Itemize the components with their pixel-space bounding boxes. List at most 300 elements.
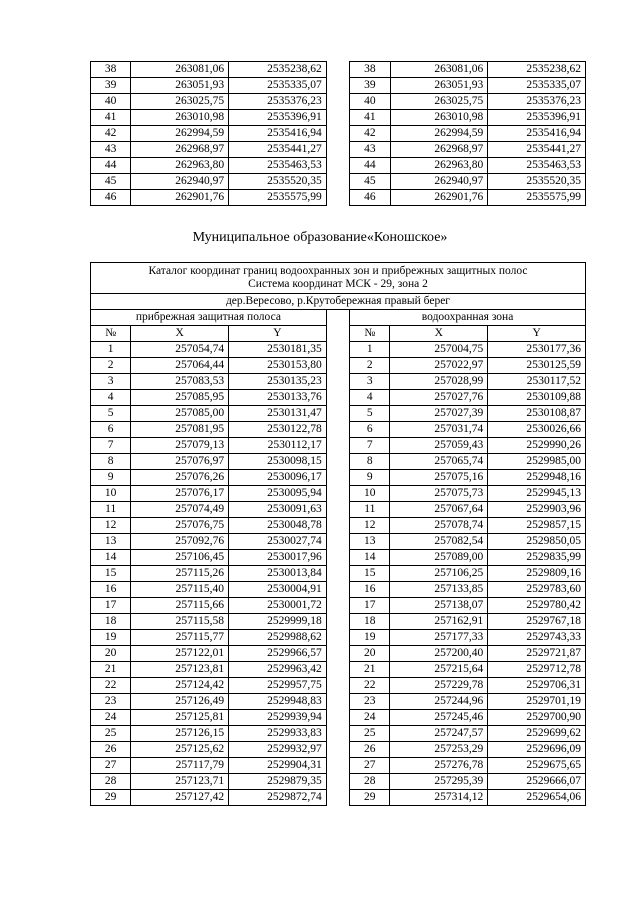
right-x-coordinate: 257106,25 <box>390 566 488 582</box>
right-point-number: 24 <box>350 710 390 726</box>
left-point-number: 19 <box>91 630 131 646</box>
left-y-coordinate: 2529872,74 <box>229 790 327 806</box>
table-row <box>91 486 586 502</box>
location-row <box>91 294 586 310</box>
left-x-coordinate: 257123,71 <box>131 774 229 790</box>
left-point-number: 16 <box>91 582 131 598</box>
column-gap <box>326 758 349 774</box>
column-gap <box>326 190 349 206</box>
right-x-coordinate: 257067,64 <box>390 502 488 518</box>
right-y-coordinate: 2529696,09 <box>488 742 586 758</box>
right-point-number: 7 <box>350 438 390 454</box>
x-coordinate: 262940,97 <box>390 174 488 190</box>
y-coordinate: 2535463,53 <box>488 158 586 174</box>
right-col-num-header: № <box>350 326 390 342</box>
column-gap <box>326 630 349 646</box>
left-y-coordinate: 2529988,62 <box>229 630 327 646</box>
left-y-coordinate: 2529963,42 <box>229 662 327 678</box>
right-x-coordinate: 257247,57 <box>390 726 488 742</box>
left-point-number: 24 <box>91 710 131 726</box>
table-row <box>91 78 586 94</box>
right-point-number: 6 <box>350 422 390 438</box>
point-number: 43 <box>350 142 390 158</box>
right-point-number: 12 <box>350 518 390 534</box>
left-point-number: 8 <box>91 454 131 470</box>
column-gap <box>326 646 349 662</box>
column-gap <box>326 518 349 534</box>
left-point-number: 21 <box>91 662 131 678</box>
y-coordinate: 2535575,99 <box>488 190 586 206</box>
table-row <box>91 454 586 470</box>
right-point-number: 19 <box>350 630 390 646</box>
column-gap <box>326 470 349 486</box>
column-gap <box>326 326 349 342</box>
right-point-number: 8 <box>350 454 390 470</box>
left-y-coordinate: 2530017,96 <box>229 550 327 566</box>
left-y-coordinate: 2530091,63 <box>229 502 327 518</box>
right-y-coordinate: 2529701,19 <box>488 694 586 710</box>
left-y-coordinate: 2530095,94 <box>229 486 327 502</box>
section-titles-row <box>91 310 586 326</box>
left-point-number: 22 <box>91 678 131 694</box>
column-gap <box>326 454 349 470</box>
table-row <box>91 518 586 534</box>
left-y-coordinate: 2530048,78 <box>229 518 327 534</box>
left-x-coordinate: 257117,79 <box>131 758 229 774</box>
right-x-coordinate: 257065,74 <box>390 454 488 470</box>
left-y-coordinate: 2529932,97 <box>229 742 327 758</box>
x-coordinate: 263010,98 <box>131 110 229 126</box>
right-point-number: 2 <box>350 358 390 374</box>
right-x-coordinate: 257059,43 <box>390 438 488 454</box>
left-point-number: 20 <box>91 646 131 662</box>
right-x-coordinate: 257089,00 <box>390 550 488 566</box>
left-x-coordinate: 257076,75 <box>131 518 229 534</box>
left-y-coordinate: 2530001,72 <box>229 598 327 614</box>
left-point-number: 9 <box>91 470 131 486</box>
left-x-coordinate: 257106,45 <box>131 550 229 566</box>
left-x-coordinate: 257115,58 <box>131 614 229 630</box>
left-point-number: 2 <box>91 358 131 374</box>
point-number: 38 <box>350 62 390 78</box>
left-x-coordinate: 257076,26 <box>131 470 229 486</box>
y-coordinate: 2535416,94 <box>229 126 327 142</box>
right-point-number: 5 <box>350 406 390 422</box>
left-y-coordinate: 2529879,35 <box>229 774 327 790</box>
right-point-number: 1 <box>350 342 390 358</box>
table-row <box>91 62 586 78</box>
y-coordinate: 2535376,23 <box>488 94 586 110</box>
right-y-coordinate: 2529835,99 <box>488 550 586 566</box>
right-point-number: 26 <box>350 742 390 758</box>
table-row <box>91 630 586 646</box>
table-row <box>91 662 586 678</box>
table-row <box>91 614 586 630</box>
right-y-coordinate: 2529767,18 <box>488 614 586 630</box>
column-gap <box>326 774 349 790</box>
x-coordinate: 262963,80 <box>131 158 229 174</box>
x-coordinate: 262994,59 <box>390 126 488 142</box>
right-point-number: 18 <box>350 614 390 630</box>
point-number: 42 <box>91 126 131 142</box>
left-x-coordinate: 257115,66 <box>131 598 229 614</box>
x-coordinate: 263081,06 <box>390 62 488 78</box>
table-row <box>91 110 586 126</box>
x-coordinate: 262968,97 <box>390 142 488 158</box>
point-number: 45 <box>350 174 390 190</box>
x-coordinate: 263025,75 <box>131 94 229 110</box>
right-x-coordinate: 257295,39 <box>390 774 488 790</box>
right-y-coordinate: 2529780,42 <box>488 598 586 614</box>
column-gap <box>326 582 349 598</box>
table-row <box>91 646 586 662</box>
left-y-coordinate: 2530096,17 <box>229 470 327 486</box>
point-number: 42 <box>350 126 390 142</box>
y-coordinate: 2535238,62 <box>229 62 327 78</box>
left-y-coordinate: 2530135,23 <box>229 374 327 390</box>
right-x-coordinate: 257215,64 <box>390 662 488 678</box>
left-x-coordinate: 257054,74 <box>131 342 229 358</box>
point-number: 40 <box>91 94 131 110</box>
column-gap <box>326 422 349 438</box>
left-y-coordinate: 2529939,94 <box>229 710 327 726</box>
right-y-coordinate: 2529945,13 <box>488 486 586 502</box>
right-point-number: 25 <box>350 726 390 742</box>
left-x-coordinate: 257125,81 <box>131 710 229 726</box>
right-x-coordinate: 257027,39 <box>390 406 488 422</box>
right-col-x-header: X <box>390 326 488 342</box>
right-y-coordinate: 2529699,62 <box>488 726 586 742</box>
right-x-coordinate: 257133,85 <box>390 582 488 598</box>
left-y-coordinate: 2529999,18 <box>229 614 327 630</box>
right-y-coordinate: 2529985,00 <box>488 454 586 470</box>
y-coordinate: 2535520,35 <box>229 174 327 190</box>
table-row <box>91 534 586 550</box>
left-y-coordinate: 2530027,74 <box>229 534 327 550</box>
left-x-coordinate: 257123,81 <box>131 662 229 678</box>
left-point-number: 1 <box>91 342 131 358</box>
table-row <box>91 710 586 726</box>
column-gap <box>326 126 349 142</box>
right-x-coordinate: 257138,07 <box>390 598 488 614</box>
left-y-coordinate: 2529966,57 <box>229 646 327 662</box>
right-y-coordinate: 2529783,60 <box>488 582 586 598</box>
left-x-coordinate: 257115,77 <box>131 630 229 646</box>
left-point-number: 10 <box>91 486 131 502</box>
left-x-coordinate: 257125,62 <box>131 742 229 758</box>
y-coordinate: 2535335,07 <box>488 78 586 94</box>
table-row <box>91 550 586 566</box>
catalog-title-cell <box>91 263 586 294</box>
left-y-coordinate: 2529904,31 <box>229 758 327 774</box>
right-x-coordinate: 257200,40 <box>390 646 488 662</box>
left-col-num-header: № <box>91 326 131 342</box>
left-point-number: 29 <box>91 790 131 806</box>
right-point-number: 9 <box>350 470 390 486</box>
left-point-number: 25 <box>91 726 131 742</box>
table-row <box>91 758 586 774</box>
catalog-table <box>90 262 586 806</box>
right-y-coordinate: 2529706,31 <box>488 678 586 694</box>
column-gap <box>326 438 349 454</box>
point-number: 40 <box>350 94 390 110</box>
right-x-coordinate: 257031,74 <box>390 422 488 438</box>
point-number: 44 <box>350 158 390 174</box>
y-coordinate: 2535238,62 <box>488 62 586 78</box>
point-number: 44 <box>91 158 131 174</box>
table-row <box>91 790 586 806</box>
y-coordinate: 2535520,35 <box>488 174 586 190</box>
point-number: 41 <box>91 110 131 126</box>
left-x-coordinate: 257085,00 <box>131 406 229 422</box>
right-y-coordinate: 2529700,90 <box>488 710 586 726</box>
left-x-coordinate: 257076,97 <box>131 454 229 470</box>
x-coordinate: 263025,75 <box>390 94 488 110</box>
left-x-coordinate: 257083,53 <box>131 374 229 390</box>
right-x-coordinate: 257276,78 <box>390 758 488 774</box>
x-coordinate: 262901,76 <box>390 190 488 206</box>
left-y-coordinate: 2530131,47 <box>229 406 327 422</box>
right-y-coordinate: 2529948,16 <box>488 470 586 486</box>
y-coordinate: 2535441,27 <box>229 142 327 158</box>
left-x-coordinate: 257085,95 <box>131 390 229 406</box>
left-col-y-header: Y <box>229 326 327 342</box>
table-row <box>91 470 586 486</box>
column-gap <box>326 374 349 390</box>
column-gap <box>326 790 349 806</box>
column-gap <box>326 742 349 758</box>
table-row <box>91 94 586 110</box>
right-x-coordinate: 257022,97 <box>390 358 488 374</box>
left-section-title: прибрежная защитная полоса <box>91 310 327 326</box>
column-gap <box>326 566 349 582</box>
point-number: 45 <box>91 174 131 190</box>
left-x-coordinate: 257092,76 <box>131 534 229 550</box>
table-row <box>91 142 586 158</box>
left-x-coordinate: 257126,49 <box>131 694 229 710</box>
location-label: дер.Вересово, р.Крутобережная правый берег <box>91 294 586 310</box>
left-x-coordinate: 257079,13 <box>131 438 229 454</box>
right-y-coordinate: 2530117,52 <box>488 374 586 390</box>
column-gap <box>326 550 349 566</box>
column-gap <box>326 110 349 126</box>
left-point-number: 11 <box>91 502 131 518</box>
column-gap <box>326 358 349 374</box>
right-x-coordinate: 257253,29 <box>390 742 488 758</box>
table-row <box>91 174 586 190</box>
left-y-coordinate: 2529957,75 <box>229 678 327 694</box>
column-gap <box>326 390 349 406</box>
left-point-number: 13 <box>91 534 131 550</box>
left-point-number: 4 <box>91 390 131 406</box>
right-y-coordinate: 2529666,07 <box>488 774 586 790</box>
x-coordinate: 262968,97 <box>131 142 229 158</box>
left-x-coordinate: 257115,40 <box>131 582 229 598</box>
right-x-coordinate: 257082,54 <box>390 534 488 550</box>
left-point-number: 18 <box>91 614 131 630</box>
y-coordinate: 2535575,99 <box>229 190 327 206</box>
right-x-coordinate: 257314,12 <box>390 790 488 806</box>
point-number: 39 <box>350 78 390 94</box>
left-point-number: 3 <box>91 374 131 390</box>
column-gap <box>326 694 349 710</box>
y-coordinate: 2535463,53 <box>229 158 327 174</box>
y-coordinate: 2535335,07 <box>229 78 327 94</box>
right-point-number: 21 <box>350 662 390 678</box>
x-coordinate: 263010,98 <box>390 110 488 126</box>
left-point-number: 23 <box>91 694 131 710</box>
left-x-coordinate: 257081,95 <box>131 422 229 438</box>
right-y-coordinate: 2529743,33 <box>488 630 586 646</box>
column-gap <box>326 614 349 630</box>
table-row <box>91 422 586 438</box>
right-y-coordinate: 2529850,05 <box>488 534 586 550</box>
point-number: 46 <box>91 190 131 206</box>
column-gap <box>326 158 349 174</box>
column-gap <box>326 678 349 694</box>
table-row <box>91 598 586 614</box>
right-point-number: 3 <box>350 374 390 390</box>
right-y-coordinate: 2530109,88 <box>488 390 586 406</box>
table-row <box>91 126 586 142</box>
right-x-coordinate: 257162,91 <box>390 614 488 630</box>
right-y-coordinate: 2529903,96 <box>488 502 586 518</box>
column-gap <box>326 406 349 422</box>
point-number: 43 <box>91 142 131 158</box>
column-gap <box>326 142 349 158</box>
point-number: 39 <box>91 78 131 94</box>
table-row <box>91 582 586 598</box>
right-y-coordinate: 2529675,65 <box>488 758 586 774</box>
left-y-coordinate: 2530181,35 <box>229 342 327 358</box>
table-row <box>91 566 586 582</box>
left-x-coordinate: 257074,49 <box>131 502 229 518</box>
right-point-number: 17 <box>350 598 390 614</box>
left-y-coordinate: 2530013,84 <box>229 566 327 582</box>
table-row <box>91 190 586 206</box>
point-number: 38 <box>91 62 131 78</box>
right-point-number: 14 <box>350 550 390 566</box>
table-row <box>91 678 586 694</box>
x-coordinate: 263051,93 <box>390 78 488 94</box>
left-point-number: 6 <box>91 422 131 438</box>
right-section-title: водоохранная зона <box>350 310 586 326</box>
right-x-coordinate: 257004,75 <box>390 342 488 358</box>
left-point-number: 14 <box>91 550 131 566</box>
y-coordinate: 2535376,23 <box>229 94 327 110</box>
left-y-coordinate: 2530112,17 <box>229 438 327 454</box>
left-y-coordinate: 2530098,15 <box>229 454 327 470</box>
x-coordinate: 262963,80 <box>390 158 488 174</box>
table-row <box>91 158 586 174</box>
right-y-coordinate: 2529809,16 <box>488 566 586 582</box>
table-row <box>91 774 586 790</box>
right-y-coordinate: 2530026,66 <box>488 422 586 438</box>
right-y-coordinate: 2529990,26 <box>488 438 586 454</box>
column-gap <box>326 502 349 518</box>
left-x-coordinate: 257122,01 <box>131 646 229 662</box>
left-point-number: 12 <box>91 518 131 534</box>
table-row <box>91 694 586 710</box>
right-x-coordinate: 257244,96 <box>390 694 488 710</box>
catalog-title: Каталог координат границ водоохранных зон и прибрежных защитных полос <box>148 264 528 277</box>
left-col-x-header: X <box>131 326 229 342</box>
table-row <box>91 358 586 374</box>
right-point-number: 28 <box>350 774 390 790</box>
right-y-coordinate: 2530108,87 <box>488 406 586 422</box>
column-gap <box>326 534 349 550</box>
column-gap <box>326 710 349 726</box>
left-y-coordinate: 2530122,78 <box>229 422 327 438</box>
column-gap <box>326 94 349 110</box>
column-gap <box>326 174 349 190</box>
left-x-coordinate: 257115,26 <box>131 566 229 582</box>
column-gap <box>326 598 349 614</box>
right-y-coordinate: 2529857,15 <box>488 518 586 534</box>
left-point-number: 15 <box>91 566 131 582</box>
y-coordinate: 2535396,91 <box>229 110 327 126</box>
left-point-number: 26 <box>91 742 131 758</box>
table-row <box>91 438 586 454</box>
right-x-coordinate: 257078,74 <box>390 518 488 534</box>
right-point-number: 22 <box>350 678 390 694</box>
column-gap <box>326 342 349 358</box>
column-gap <box>326 486 349 502</box>
table-row <box>91 390 586 406</box>
left-y-coordinate: 2530153,80 <box>229 358 327 374</box>
right-x-coordinate: 257177,33 <box>390 630 488 646</box>
y-coordinate: 2535416,94 <box>488 126 586 142</box>
point-number: 46 <box>350 190 390 206</box>
right-point-number: 27 <box>350 758 390 774</box>
left-point-number: 17 <box>91 598 131 614</box>
left-x-coordinate: 257076,17 <box>131 486 229 502</box>
x-coordinate: 262994,59 <box>131 126 229 142</box>
column-gap <box>326 62 349 78</box>
right-x-coordinate: 257245,46 <box>390 710 488 726</box>
left-point-number: 27 <box>91 758 131 774</box>
left-y-coordinate: 2529948,83 <box>229 694 327 710</box>
column-gap <box>326 726 349 742</box>
x-coordinate: 263081,06 <box>131 62 229 78</box>
column-gap <box>326 78 349 94</box>
right-y-coordinate: 2530177,36 <box>488 342 586 358</box>
right-point-number: 11 <box>350 502 390 518</box>
top-coordinates-table <box>90 61 586 206</box>
left-x-coordinate: 257127,42 <box>131 790 229 806</box>
right-point-number: 23 <box>350 694 390 710</box>
right-y-coordinate: 2530125,59 <box>488 358 586 374</box>
right-point-number: 29 <box>350 790 390 806</box>
right-point-number: 16 <box>350 582 390 598</box>
right-y-coordinate: 2529712,78 <box>488 662 586 678</box>
left-y-coordinate: 2530004,91 <box>229 582 327 598</box>
left-point-number: 7 <box>91 438 131 454</box>
table-row <box>91 742 586 758</box>
coordinate-system: Система координат МСК - 29, зона 2 <box>248 278 428 290</box>
table-row <box>91 406 586 422</box>
right-point-number: 4 <box>350 390 390 406</box>
x-coordinate: 262901,76 <box>131 190 229 206</box>
left-x-coordinate: 257064,44 <box>131 358 229 374</box>
right-x-coordinate: 257075,73 <box>390 486 488 502</box>
table-row <box>91 726 586 742</box>
left-point-number: 28 <box>91 774 131 790</box>
right-point-number: 13 <box>350 534 390 550</box>
x-coordinate: 263051,93 <box>131 78 229 94</box>
x-coordinate: 262940,97 <box>131 174 229 190</box>
point-number: 41 <box>350 110 390 126</box>
